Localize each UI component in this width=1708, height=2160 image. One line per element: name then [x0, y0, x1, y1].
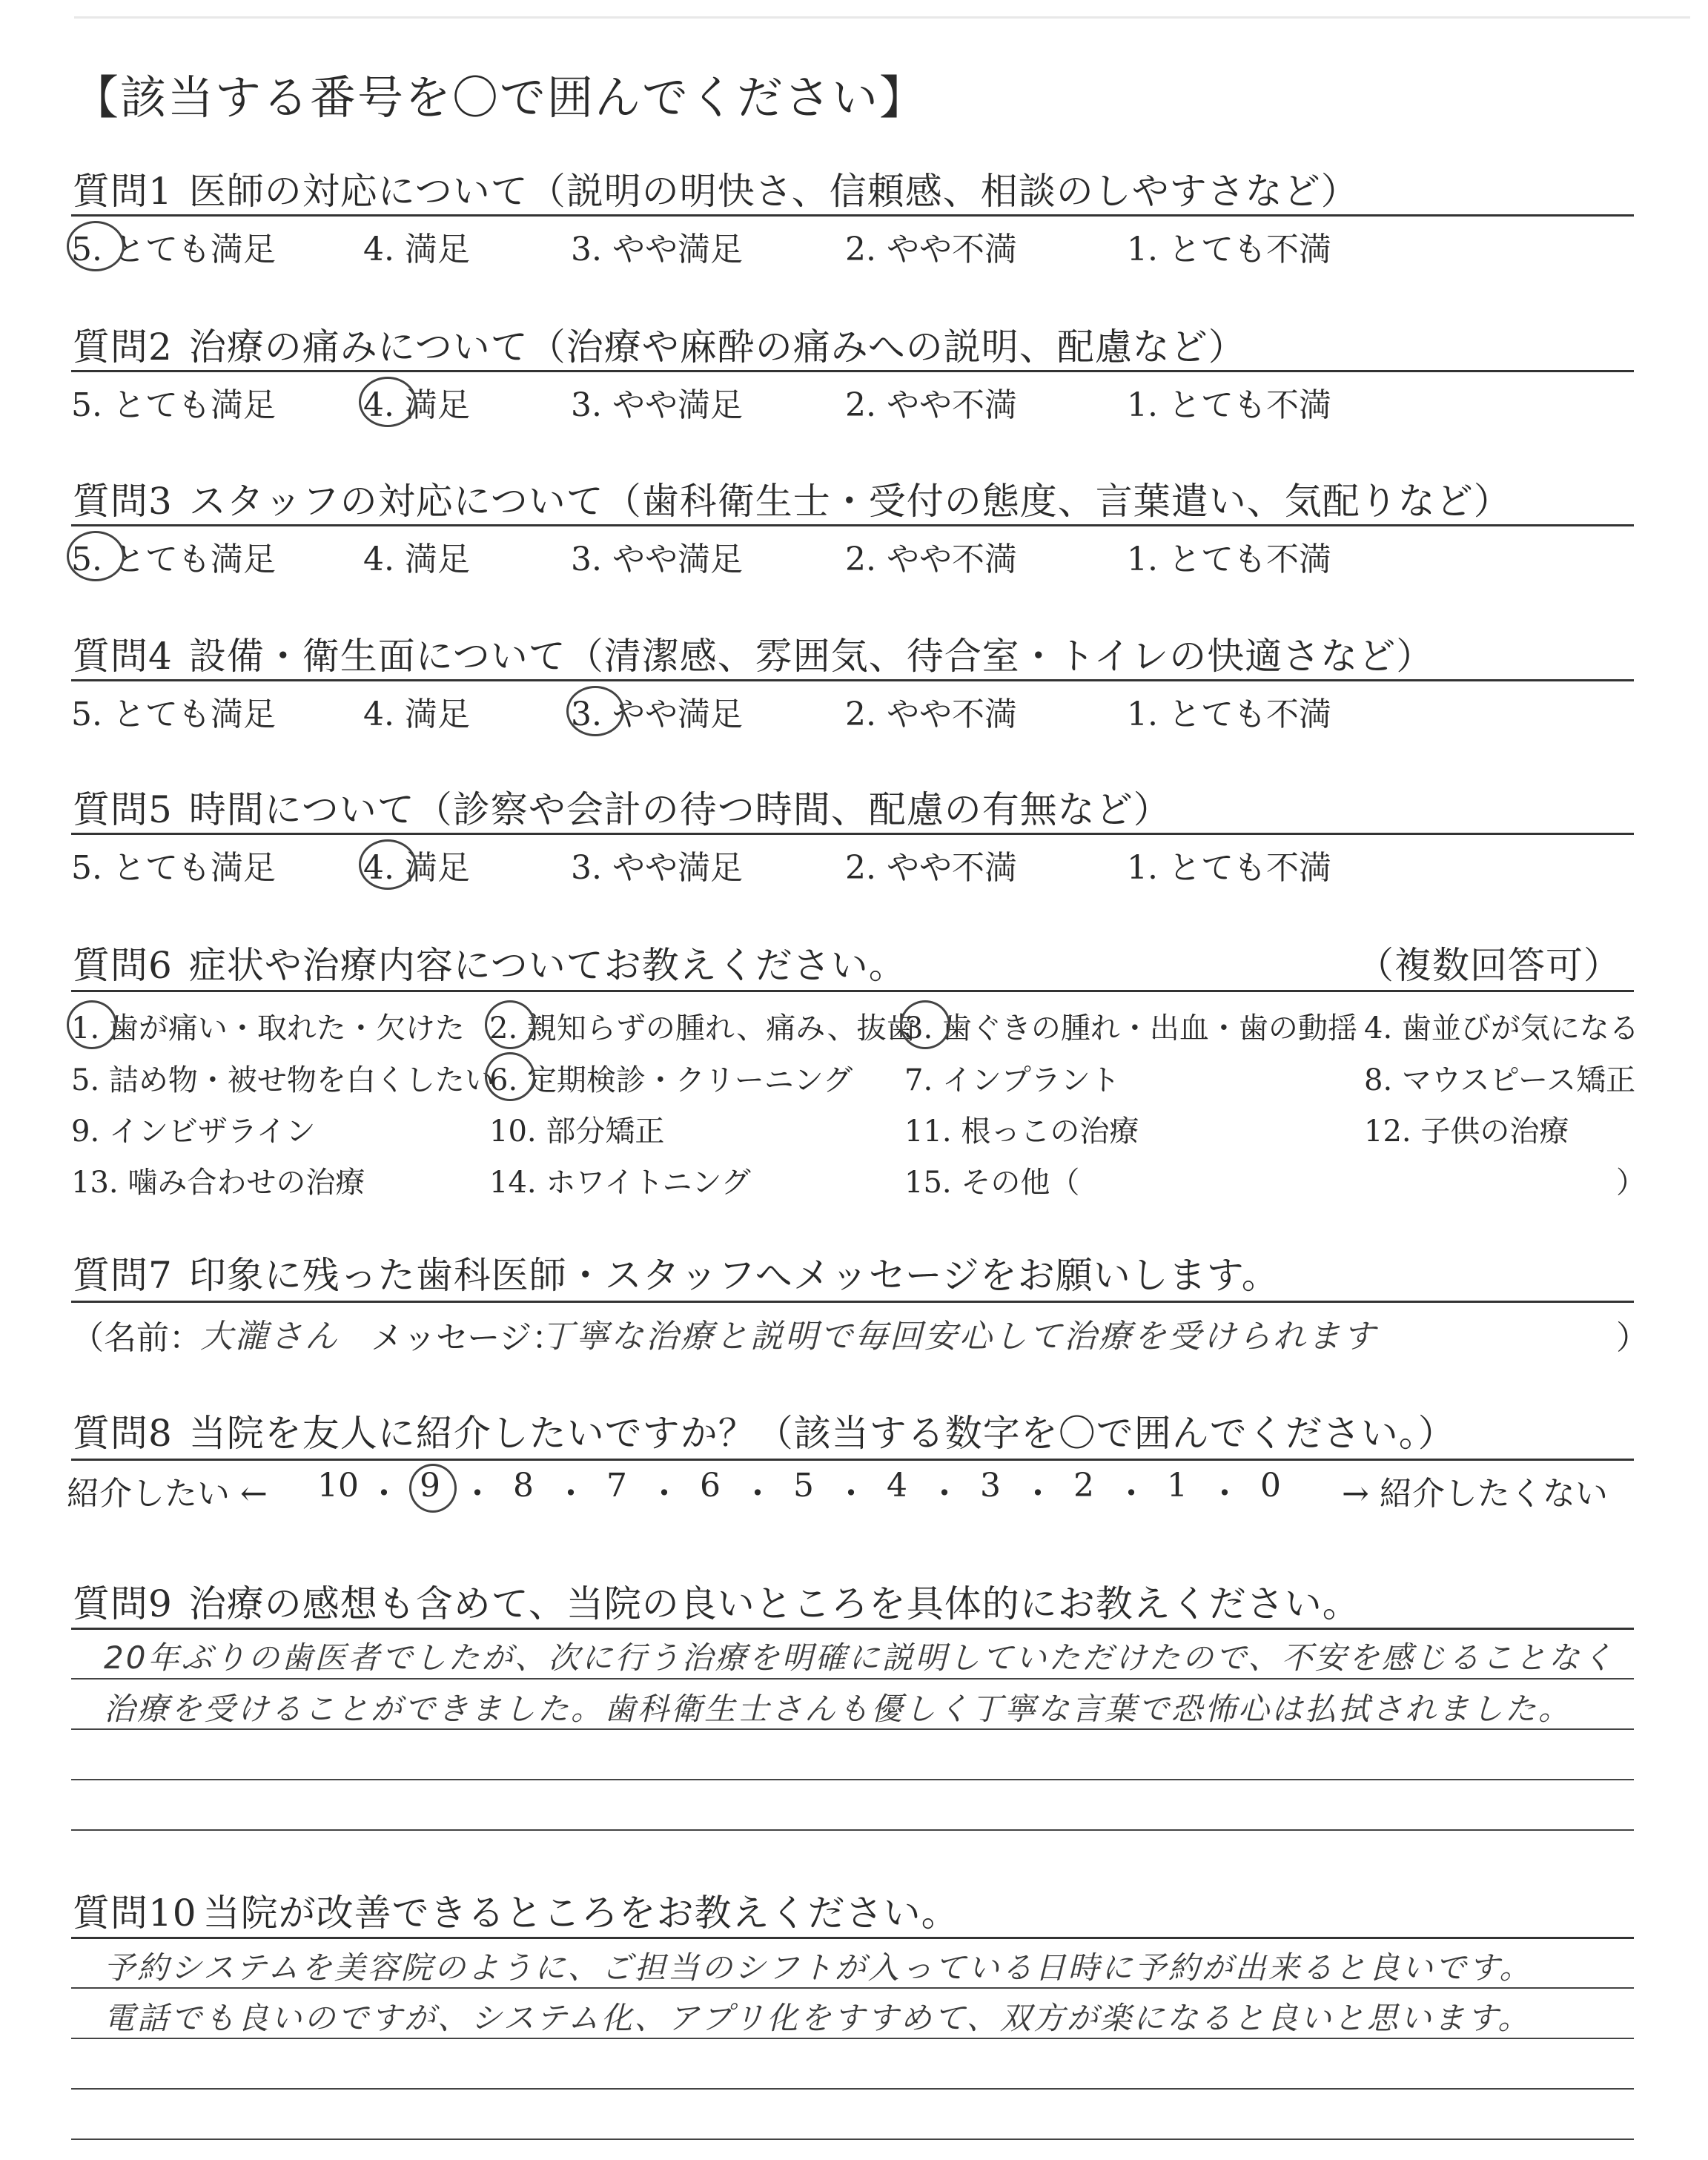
q8-scale-0[interactable]: 0 [1260, 1467, 1281, 1505]
q3-text: スタッフの対応について（歯科衛生士・受付の態度、言葉遣い、気配りなど） [188, 480, 1512, 523]
q2-answer-circle [359, 377, 417, 427]
q8-scale-3[interactable]: 3 [980, 1467, 1001, 1505]
q1-answer-circle [67, 221, 125, 271]
q7-rule [71, 1301, 1634, 1303]
q9-heading [73, 1574, 1360, 1628]
q8-scale-10[interactable]: 10 [317, 1467, 359, 1505]
q8-heading [73, 1404, 1456, 1457]
q1-number: 質問1 [73, 170, 173, 213]
q8-left-label: 紹介したい ← [67, 1475, 268, 1513]
q6-option-6[interactable]: 6. 定期検診・クリーニング [489, 1063, 853, 1097]
q2-option-5[interactable]: 5. とても満足 [71, 386, 276, 424]
q6-option-2[interactable]: 2. 親知らずの腫れ、痛み、抜歯 [489, 1011, 916, 1046]
q1-option-1[interactable]: 1. とても不満 [1127, 231, 1331, 268]
q8-scale-1[interactable]: 1 [1167, 1467, 1188, 1505]
q7-number: 質問7 [73, 1254, 173, 1297]
q4-number: 質問4 [73, 635, 173, 678]
q8-scale-separator: ・ [835, 1475, 867, 1513]
q3-rule [71, 524, 1634, 526]
q1-heading [73, 162, 1359, 215]
q8-rule [71, 1459, 1634, 1461]
q1-option-2[interactable]: 2. やや不満 [845, 231, 1017, 268]
q8-scale-separator: ・ [928, 1475, 961, 1513]
q8-scale-7[interactable]: 7 [606, 1467, 627, 1505]
q2-text: 治療の痛みについて（治療や麻酔の痛みへの説明、配慮など） [188, 326, 1246, 369]
q6-text: 症状や治療内容についてお教えください。 [188, 944, 907, 987]
q2-heading [73, 317, 1246, 371]
q6-answer-circle-3 [900, 1000, 950, 1049]
q5-option-5[interactable]: 5. とても満足 [71, 849, 276, 887]
q7-message-value: 丁寧な治療と説明で毎回安心して治療を受けられます [541, 1318, 1377, 1355]
q3-option-3[interactable]: 3. やや満足 [571, 541, 743, 578]
q7-heading [73, 1246, 1280, 1299]
q6-option-12[interactable]: 12. 子供の治療 [1364, 1114, 1569, 1149]
q8-scale-2[interactable]: 2 [1073, 1467, 1094, 1505]
q8-scale-separator: ・ [368, 1475, 400, 1513]
q2-option-1[interactable]: 1. とても不満 [1127, 386, 1331, 424]
q3-option-4[interactable]: 4. 満足 [363, 541, 470, 578]
q10-number: 質問10 [73, 1892, 197, 1935]
q9-answer-line-2: 治療を受けることができました。歯科衛生士さんも優しく丁寧な言葉で恐怖心は払拭されました。 [104, 1691, 1572, 1727]
q9-line-1 [71, 1678, 1634, 1680]
q6-option-7[interactable]: 7. インプラント [904, 1063, 1120, 1097]
q8-scale-4[interactable]: 4 [887, 1467, 907, 1505]
q6-answer-circle-1 [67, 1000, 117, 1049]
q1-option-3[interactable]: 3. やや満足 [571, 231, 743, 268]
q6-option-11[interactable]: 11. 根っこの治療 [904, 1114, 1139, 1149]
q10-text: 当院が改善できるところをお教えください。 [202, 1892, 959, 1935]
q4-option-5[interactable]: 5. とても満足 [71, 696, 276, 733]
q4-heading [73, 627, 1434, 680]
q6-option-15[interactable]: 15. その他（ [904, 1166, 1080, 1200]
q5-answer-circle [359, 839, 417, 890]
q7-name-label: （名前： [71, 1319, 202, 1357]
q4-text: 設備・衛生面について（清潔感、雰囲気、待合室・トイレの快適さなど） [188, 635, 1434, 678]
q4-option-3[interactable]: 3. やや満足 [571, 696, 743, 733]
q8-scale-separator: ・ [648, 1475, 681, 1513]
q6-option-10[interactable]: 10. 部分矯正 [489, 1114, 665, 1149]
q9-text: 治療の感想も含めて、当院の良いところを具体的にお教えください。 [188, 1582, 1360, 1625]
q6-option-13[interactable]: 13. 噛み合わせの治療 [71, 1166, 365, 1200]
q8-scale-separator: ・ [741, 1475, 774, 1513]
q6-heading [73, 936, 907, 989]
q7-message-label: メッセージ： [371, 1319, 565, 1357]
q5-heading [73, 780, 1171, 833]
q6-option-1[interactable]: 1. 歯が痛い・取れた・欠けた [71, 1011, 465, 1046]
q3-option-1[interactable]: 1. とても不満 [1127, 541, 1331, 578]
q2-option-4[interactable]: 4. 満足 [363, 386, 470, 424]
q1-option-5[interactable]: 5. とても満足 [71, 231, 276, 268]
q4-rule [71, 679, 1634, 681]
q8-scale-separator: ・ [1208, 1475, 1241, 1513]
q1-text: 医師の対応について（説明の明快さ、信頼感、相談のしやすさなど） [188, 170, 1359, 213]
q5-option-2[interactable]: 2. やや不満 [845, 849, 1017, 887]
q6-option-9[interactable]: 9. インビザライン [71, 1114, 316, 1149]
q4-option-4[interactable]: 4. 満足 [363, 696, 470, 733]
q6-option-8[interactable]: 8. マウスピース矯正 [1364, 1063, 1636, 1097]
page-header: 【該当する番号を〇で囲んでください】 [73, 70, 927, 125]
q1-rule [71, 214, 1634, 217]
q5-option-4[interactable]: 4. 満足 [363, 849, 470, 887]
q4-option-2[interactable]: 2. やや不満 [845, 696, 1017, 733]
q8-scale-separator: ・ [555, 1475, 587, 1513]
q6-other-close: ） [1616, 1166, 1646, 1200]
q8-scale-6[interactable]: 6 [700, 1467, 721, 1505]
q9-line-4 [71, 1829, 1634, 1831]
q6-rule [71, 990, 1634, 992]
q4-answer-circle [566, 686, 624, 736]
q10-answer-line-2: 電話でも良いのですが、システム化、アプリ化をすすめて、双方が楽になると良いと思います。 [104, 2000, 1532, 2036]
q6-note: （複数回答可） [1357, 944, 1621, 987]
q2-option-3[interactable]: 3. やや満足 [571, 386, 743, 424]
q7-text: 印象に残った歯科医師・スタッフへメッセージをお願いします。 [188, 1254, 1280, 1297]
q3-option-2[interactable]: 2. やや不満 [845, 541, 1017, 578]
q8-scale-8[interactable]: 8 [513, 1467, 534, 1505]
q7-close-paren: ） [1616, 1319, 1649, 1357]
q10-rule [71, 1937, 1634, 1939]
q5-option-1[interactable]: 1. とても不満 [1127, 849, 1331, 887]
q4-option-1[interactable]: 1. とても不満 [1127, 696, 1331, 733]
q3-answer-circle [67, 531, 125, 581]
q6-option-3[interactable]: 3. 歯ぐきの腫れ・出血・歯の動揺 [904, 1011, 1357, 1046]
q5-number: 質問5 [73, 788, 173, 831]
q6-option-4[interactable]: 4. 歯並びが気になる [1364, 1011, 1639, 1046]
q10-heading [73, 1883, 959, 1937]
q8-scale-separator: ・ [1115, 1475, 1148, 1513]
q2-number: 質問2 [73, 326, 173, 369]
q8-scale-separator: ・ [1022, 1475, 1054, 1513]
q6-option-14[interactable]: 14. ホワイトニング [489, 1166, 751, 1200]
q3-heading [73, 472, 1512, 525]
q9-number: 質問9 [73, 1582, 173, 1625]
q8-right-label: → 紹介したくない [1342, 1475, 1608, 1513]
q9-line-3 [71, 1779, 1634, 1780]
q9-answer-line-1: 20年ぶりの歯医者でしたが、次に行う治療を明確に説明していただけたので、不安を感じることなく [104, 1639, 1615, 1676]
q8-number: 質問8 [73, 1412, 173, 1455]
q8-scale-5[interactable]: 5 [793, 1467, 814, 1505]
q10-line-3 [71, 2088, 1634, 2090]
q2-option-2[interactable]: 2. やや不満 [845, 386, 1017, 424]
q9-rule [71, 1628, 1634, 1630]
q10-answer-line-1: 予約システムを美容院のように、ご担当のシフトが入っている日時に予約が出来ると良いです。 [104, 1949, 1533, 1986]
q5-option-3[interactable]: 3. やや満足 [571, 849, 743, 887]
q1-option-4[interactable]: 4. 満足 [363, 231, 470, 268]
q2-rule [71, 370, 1634, 372]
q10-line-4 [71, 2138, 1634, 2140]
q5-rule [71, 833, 1634, 835]
q8-answer-circle [409, 1464, 457, 1513]
q6-number: 質問6 [73, 944, 173, 987]
q3-number: 質問3 [73, 480, 173, 523]
top-border [74, 16, 1690, 19]
q8-scale-separator: ・ [461, 1475, 494, 1513]
q5-text: 時間について（診察や会計の待つ時間、配慮の有無など） [188, 788, 1171, 831]
q6-answer-circle-2 [485, 1000, 535, 1049]
q6-answer-circle-6 [485, 1052, 535, 1101]
q8-text: 当院を友人に紹介したいですか？（該当する数字を〇で囲んでください。） [188, 1412, 1456, 1455]
q8-scale-9[interactable]: 9 [420, 1467, 440, 1505]
q7-name-value: 大瀧さん [200, 1318, 340, 1355]
q3-option-5[interactable]: 5. とても満足 [71, 541, 276, 578]
q6-option-5[interactable]: 5. 詰め物・被せ物を白くしたい [71, 1063, 494, 1097]
